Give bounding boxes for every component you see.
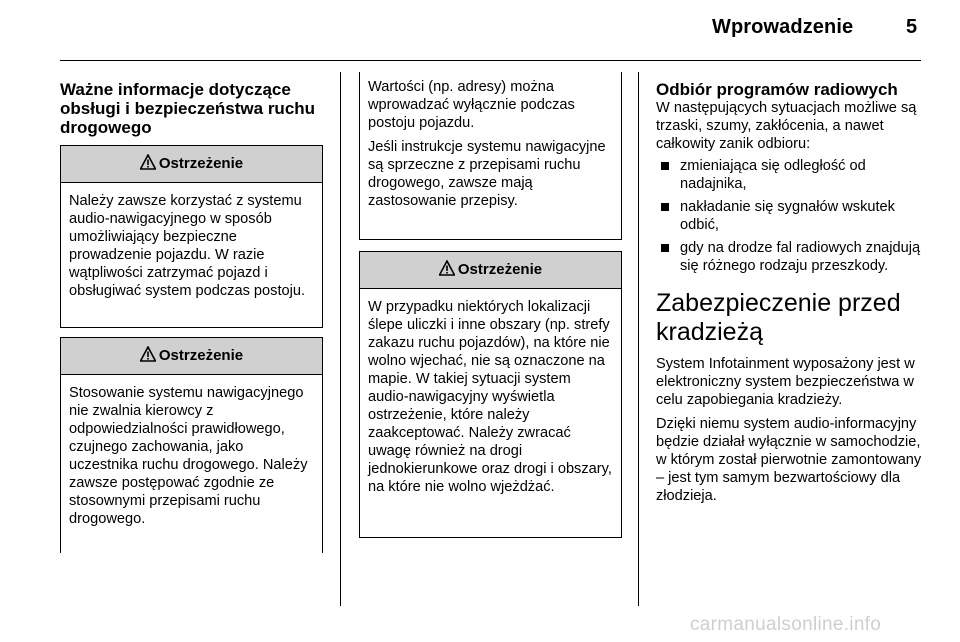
warning-box-2 xyxy=(60,337,323,553)
header-rule xyxy=(60,60,921,61)
warning-box-1 xyxy=(60,145,323,328)
warning-triangle-icon xyxy=(140,154,156,170)
list-item: nakładanie się sygnałów wskutek odbić, xyxy=(656,198,924,234)
continuation-paragraph-2: Jeśli instrukcje systemu nawigacyjne są sprzeczne z przepisami ruchu drogowego, zawsze mają zastosowanie przepisy. xyxy=(368,139,606,209)
warning-text-2: Stosowanie systemu nawigacyjnego nie zwalnia kierowcy z odpowiedzialności prawidłowego, czujnego zachowania, jako uczestnika ruchu drogowego. Należy zawsze postępować zgodnie ze stosownymi przepisami ruchu drogowego. xyxy=(69,385,308,527)
warning-body-2 xyxy=(61,375,322,534)
page-number: 5 xyxy=(906,16,918,38)
warning-header-2 xyxy=(61,338,322,375)
theft-paragraph-1: System Infotainment wyposażony jest w elektroniczny system bezpieczeństwa w celu zapobiegania kradzieży. xyxy=(656,356,915,408)
column-1 xyxy=(60,80,322,137)
warning-title-1: Ostrzeżenie xyxy=(158,155,244,172)
radio-reception-heading: Odbiór programów radiowych xyxy=(656,80,898,99)
list-item: gdy na drodze fal radiowych znajdują się różnego rodzaju przeszkody. xyxy=(656,239,924,275)
page-header-title: Wprowadzenie xyxy=(712,16,854,38)
warning-continuation-box xyxy=(359,72,622,240)
warning-triangle-icon xyxy=(140,346,156,362)
theft-paragraph-2: Dzięki niemu system audio-informacyjny będzie działał wyłącznie w samochodzie, w którym został pierwotnie zamontowany – jest tym samym bezwartościowy dla złodzieja. xyxy=(656,416,922,504)
warning-body-1 xyxy=(61,183,322,306)
column-divider-1 xyxy=(340,72,341,606)
safety-heading: Ważne informacje dotyczące obsługi i bezpieczeństwa ruchu drogowego xyxy=(60,80,316,137)
warning-header-1 xyxy=(61,146,322,183)
warning-title-2: Ostrzeżenie xyxy=(158,347,244,364)
watermark: carmanualsonline.info xyxy=(690,614,882,635)
warning-text-1: Należy zawsze korzystać z systemu audio-nawigacyjnego w sposób umożliwiający bezpieczne prowadzenie pojazdu. W razie wątpliwości zatrzymać pojazd i obsługiwać system podczas postoju. xyxy=(69,193,306,299)
radio-bullet-list xyxy=(656,157,924,275)
continuation-paragraph-1: Wartości (np. adresy) można wprowadzać wyłącznie podczas postoju pojazdu. xyxy=(368,79,575,131)
warning-triangle-icon xyxy=(439,260,455,276)
warning-box-3 xyxy=(359,251,622,538)
column-3 xyxy=(656,80,924,505)
radio-intro: W następujących sytuacjach możliwe są trzaski, szumy, zakłócenia, a nawet całkowity zanik odbioru: xyxy=(656,100,917,152)
list-item: zmieniająca się odległość od nadajnika, xyxy=(656,157,924,193)
warning-body-3 xyxy=(360,289,621,502)
theft-protection-heading: Zabezpieczenie przed kradzieżą xyxy=(656,289,901,346)
warning-header-3 xyxy=(360,252,621,289)
warning-title-3: Ostrzeżenie xyxy=(457,261,543,278)
warning-text-3: W przypadku niektórych lokalizacji ślepe uliczki i inne obszary (np. strefy zakazu ruchu pojazdów), na które nie wolno wjechać, nie są oznaczone na mapie. W takiej sytuacji system audio-nawigacyjny wyświetla ostrzeżenie, które należy zaakceptować. Należy zwracać uwagę również na drogi jednokierunkowe oraz drogi i obszary, na które nie wolno wjeżdżać. xyxy=(368,299,612,495)
column-divider-2 xyxy=(638,72,639,606)
